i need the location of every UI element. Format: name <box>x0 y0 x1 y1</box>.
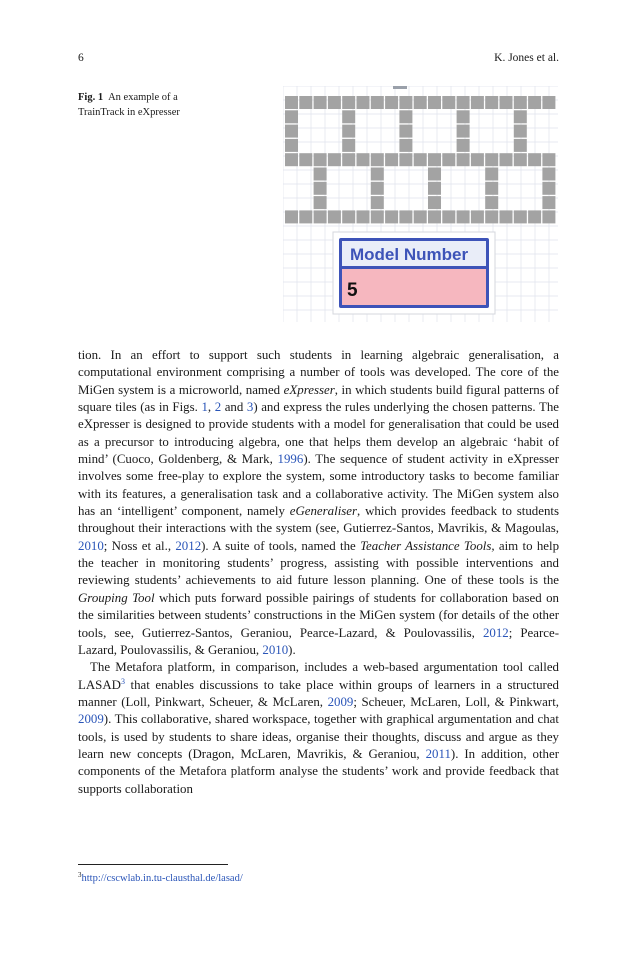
citation-link[interactable]: 1996 <box>277 452 304 467</box>
square-tile <box>328 210 341 223</box>
page-header <box>78 52 559 66</box>
square-tile <box>357 153 370 166</box>
square-tile <box>428 210 441 223</box>
square-tile <box>485 168 498 181</box>
canvas-top-marker <box>393 86 407 89</box>
square-tile <box>299 153 312 166</box>
square-tile <box>485 210 498 223</box>
square-tile <box>328 153 341 166</box>
square-tile <box>471 96 484 109</box>
figure-ref-link[interactable]: 2 <box>214 400 222 415</box>
square-tile <box>385 210 398 223</box>
text-run: , in which students build figural patterns of square tiles (as in Figs. <box>78 382 559 415</box>
square-tile <box>457 210 470 223</box>
citation-link[interactable]: 2011 <box>425 746 451 761</box>
square-tile <box>414 96 427 109</box>
square-tile <box>500 153 513 166</box>
square-tile <box>457 125 470 138</box>
figure-1-traintrack <box>283 86 558 322</box>
square-tile <box>328 96 341 109</box>
citation-link[interactable]: 2012 <box>482 625 509 640</box>
paragraph-1 <box>78 347 559 659</box>
square-tile <box>285 153 298 166</box>
text-run: aim to help the teacher in monitoring students’ progress, assisting with possible interventions and reviewing students’ achievements to aid future lesson planning. One of these tools is the <box>78 538 560 588</box>
square-tile <box>314 196 327 209</box>
footnote-divider <box>78 864 228 865</box>
square-tile <box>500 210 513 223</box>
square-tile <box>399 153 412 166</box>
text-run: ). <box>288 642 296 657</box>
square-tile <box>399 210 412 223</box>
square-tile <box>442 153 455 166</box>
square-tile <box>542 210 555 223</box>
text-run: tion. In an effort to support such students in learning algebraic generalisation, a computational environment comprising a number of tools was developed. The core of the MiGen system is a microworld, named <box>78 348 559 397</box>
square-tile <box>299 210 312 223</box>
emphasis-expresser: eXpresser <box>283 382 335 397</box>
square-tile <box>285 96 298 109</box>
square-tile <box>471 210 484 223</box>
square-tile <box>428 196 441 209</box>
square-tile <box>528 153 541 166</box>
citation-link[interactable]: 2010 <box>262 642 289 657</box>
text-run: which puts forward possible pairings of students for collaboration based on the similarities between students’ constructions in the MiGen system (for details of the other tools, see, Gutierrez-Santos, Geraniou, Pearce-Lazard, & Poulovassilis, <box>78 590 560 640</box>
square-tile <box>485 96 498 109</box>
square-tile <box>399 96 412 109</box>
square-tile <box>428 168 441 181</box>
square-tile <box>342 210 355 223</box>
square-tile <box>471 153 484 166</box>
square-tile <box>342 110 355 123</box>
text-run: ; Pearce-Lazard, Poulovassilis, & Geraniou, <box>78 625 559 657</box>
square-tile <box>399 110 412 123</box>
paragraph-2 <box>78 659 559 798</box>
model-number-value-field[interactable] <box>342 269 486 305</box>
square-tile <box>357 96 370 109</box>
square-tile <box>371 153 384 166</box>
square-tile <box>285 125 298 138</box>
square-tile <box>542 168 555 181</box>
square-tile <box>514 110 527 123</box>
square-tile <box>314 96 327 109</box>
square-tile <box>457 139 470 152</box>
square-tile <box>399 139 412 152</box>
square-tile <box>485 196 498 209</box>
citation-link[interactable]: 2010 <box>78 538 104 553</box>
square-tile <box>314 153 327 166</box>
square-tile <box>514 125 527 138</box>
emphasis-grouping-tool: Grouping Tool <box>78 590 155 605</box>
square-tile <box>528 210 541 223</box>
square-tile <box>542 153 555 166</box>
text-run: The Metafora platform, in comparison, includes a web-based argumentation tool called LASAD <box>78 660 559 692</box>
text-run: ; Scheuer, McLaren, Loll, & Pinkwart, <box>353 694 559 709</box>
citation-link[interactable]: 2009 <box>327 694 354 709</box>
square-tile <box>314 182 327 195</box>
square-tile <box>514 139 527 152</box>
square-tile <box>299 96 312 109</box>
text-run: ; Noss et al., <box>103 538 176 553</box>
footnote <box>78 872 559 886</box>
traintrack-pattern <box>285 96 555 223</box>
square-tile <box>342 153 355 166</box>
square-tile <box>371 210 384 223</box>
square-tile <box>414 153 427 166</box>
square-tile <box>414 210 427 223</box>
emphasis-egeneraliser: eGeneraliser <box>289 504 358 519</box>
square-tile <box>514 210 527 223</box>
citation-link[interactable]: 2009 <box>78 712 104 727</box>
running-head: K. Jones et al. <box>494 52 559 64</box>
traintrack-canvas <box>283 86 558 322</box>
square-tile <box>428 182 441 195</box>
square-tile <box>457 110 470 123</box>
square-tile <box>514 96 527 109</box>
text-run: ) and express the rules underlying the chosen patterns. The eXpresser is designed to provide students with a model for generalisation that could be used as a precursor to introducing algebra, one that helps them develop an algebraic ‘habit of mind’ (Cuoco, Goldenberg, & Mark, <box>78 400 560 467</box>
square-tile <box>285 139 298 152</box>
footnote-number: 3 <box>78 871 82 879</box>
square-tile <box>385 96 398 109</box>
square-tile <box>342 125 355 138</box>
square-tile <box>457 153 470 166</box>
square-tile <box>428 153 441 166</box>
square-tile <box>285 210 298 223</box>
main-text <box>78 347 559 798</box>
square-tile <box>542 196 555 209</box>
text-run: ). This collaborative, shared workspace, together with graphical argumentation and chat tools, is used by students to share ideas, organise their thoughts, discuss and argue as they learn new concepts (Dragon, McLaren, Mavrikis, & Geraniou, <box>78 712 559 761</box>
square-tile <box>428 96 441 109</box>
footnote-ref-link[interactable]: 3 <box>120 676 125 686</box>
figure-label: Fig. 1 <box>78 92 104 103</box>
text-run: , which provides feedback to students throughout their interactions with the system (see, Gutierrez-Santos, Mavrikis, & Magoulas, <box>78 504 559 536</box>
square-tile <box>385 153 398 166</box>
figure-ref-link[interactable]: 3 <box>246 400 254 415</box>
figure-caption-text: An example of a TrainTrack in eXpresser <box>78 92 180 118</box>
square-tile <box>371 168 384 181</box>
text-run: and <box>221 400 247 415</box>
text-run: that enables discussions to take place within groups of learners in a structured manner (Loll, Pinkwart, Scheuer, & McLaren, <box>78 677 559 709</box>
text-run: ). In addition, other components of the Metafora platform analyse the students’ work and provide feedback that supports collaboration <box>78 746 559 796</box>
text-run: ). The sequence of student activity in eXpresser involves some free-play to explore the system, some introductory tasks to become familiar with its features, a generalisation task and a collaborative activity. The MiGen system also has an ‘intelligent’ component, namely <box>78 452 559 519</box>
square-tile <box>357 210 370 223</box>
square-tile <box>314 168 327 181</box>
square-tile <box>514 153 527 166</box>
text-run: ). A suite of tools, named the <box>201 538 361 553</box>
square-tile <box>485 153 498 166</box>
square-tile <box>442 210 455 223</box>
square-tile <box>442 96 455 109</box>
square-tile <box>528 96 541 109</box>
page-number: 6 <box>78 52 84 64</box>
square-tile <box>500 96 513 109</box>
emphasis-teacher-assistance-tools: Teacher Assistance Tools, <box>360 538 495 553</box>
square-tile <box>371 182 384 195</box>
figure-caption <box>78 90 218 120</box>
square-tile <box>399 125 412 138</box>
square-tile <box>542 96 555 109</box>
model-number-widget[interactable] <box>333 232 495 314</box>
figure-ref-link[interactable]: 1 <box>201 400 208 415</box>
square-tile <box>485 182 498 195</box>
square-tile <box>342 96 355 109</box>
square-tile <box>457 96 470 109</box>
square-tile <box>342 139 355 152</box>
square-tile <box>542 182 555 195</box>
citation-link[interactable]: 2012 <box>175 538 202 553</box>
model-number-value: 5 <box>347 280 358 301</box>
square-tile <box>371 196 384 209</box>
text-run: , <box>207 400 215 415</box>
square-tile <box>371 96 384 109</box>
widget-title: Model Number <box>350 245 469 264</box>
square-tile <box>285 110 298 123</box>
footnote-url-link[interactable]: http://cscwlab.in.tu-clausthal.de/lasad/ <box>81 873 243 884</box>
square-tile <box>314 210 327 223</box>
